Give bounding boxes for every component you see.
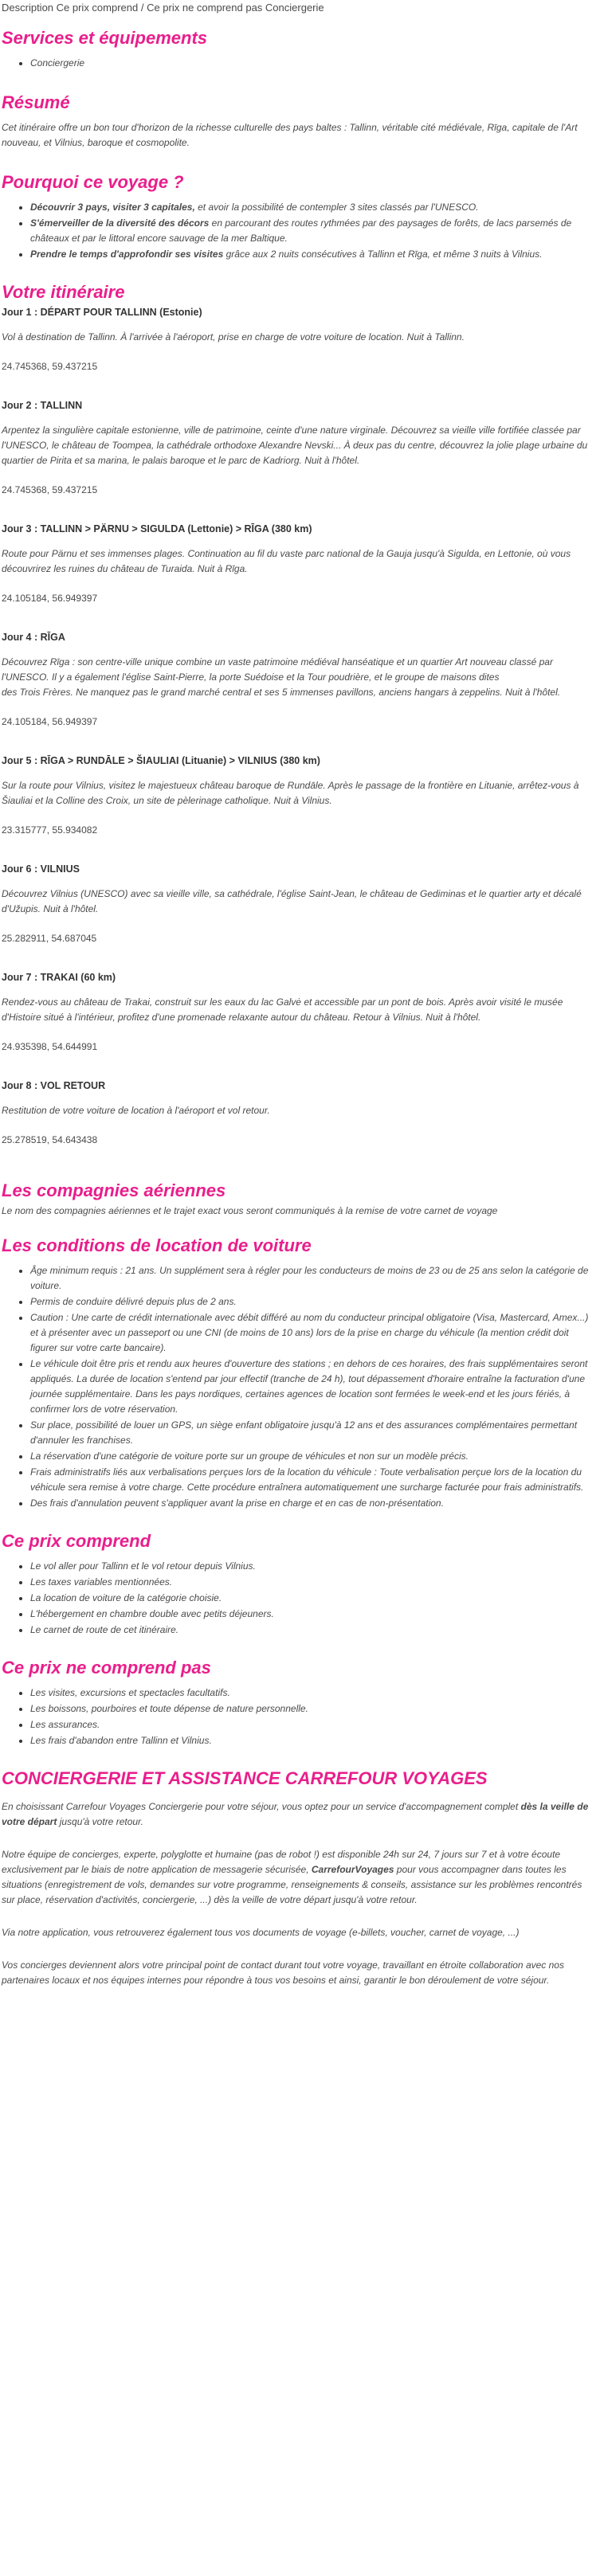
conciergerie-section <box>2 1768 593 1988</box>
day-description: Arpentez la singulière capitale estonienne, ville de patrimoine, ceinte d'une nature virginale. Découvrez sa vieille ville fortifiée classée par l'UNESCO, le château de Toompea, la cathédrale orthodoxe Alexandre Nevski... À deux pas du centre, découvrez la jolie plage urbaine du quartier de Pirita et sa marina, le palais baroque et le parc de Kadriorg. Nuit à l'hôtel. <box>2 425 588 466</box>
ne-comprend-item: • Les frais d'abandon entre Tallinn et Vilnius. <box>30 1733 593 1748</box>
resume-text: Cet itinéraire offre un bon tour d'horizon de la richesse culturelle des pays baltes : Tallinn, véritable cité médiévale, Rīga, capitale de l'Art nouveau, et Vilnius, baroque et cosmopolite. <box>2 122 578 148</box>
day-coordinates: 24.745368, 59.437215 <box>2 361 98 372</box>
day-title: Jour 6 : VILNIUS <box>2 863 80 875</box>
services-title: Services et équipements <box>2 28 208 48</box>
day-title: Jour 8 : VOL RETOUR <box>2 1080 106 1091</box>
pourquoi-title: Pourquoi ce voyage ? <box>2 172 184 192</box>
day-block <box>2 305 593 374</box>
day-title: Jour 1 : DÉPART POUR TALLINN (Estonie) <box>2 307 202 318</box>
location-item: • Sur place, possibilité de louer un GPS, un siège enfant obligatoire jusqu'à 12 ans et des assurances complémentaires permettant d'annuler les franchises. <box>30 1418 593 1448</box>
conciergerie-text: Notre équipe de concierges, experte, polyglotte et humaine (pas de robot !) est disponible 24h sur 24, 7 jours sur 7 et à votre écoute exclusivement par le biais de notre application de messagerie sécurisée, <box>2 1849 561 1875</box>
day-description: Rendez-vous au château de Trakai, construit sur les eaux du lac Galvė et accessible par un pont de bois. Après avoir visité le musée d'Histoire situé à l'intérieur, profitez d'une promenade relaxante autour du château. Retour à Vilnius. Nuit à l'hôtel. <box>2 996 563 1023</box>
location-item: • Des frais d'annulation peuvent s'appliquer avant la prise en charge et en cas de non-présentation. <box>30 1496 593 1511</box>
day-block <box>2 754 593 838</box>
location-item: • Caution : Une carte de crédit internationale avec débit différé au nom du conducteur principal obligatoire (Visa, Mastercard, Amex...) et à présenter avec un passeport ou une CNI (de moins de 10 ans) lors de la prise en charge du véhicule (la mention crédit doit figurer sur votre carte bancaire). <box>30 1310 593 1356</box>
pourquoi-item-text: et avoir la possibilité de contempler 3 sites classés par l'UNESCO. <box>194 202 479 213</box>
day-coordinates: 23.315777, 55.934082 <box>2 824 98 836</box>
pourquoi-item-text: en parcourant des routes rythmées par des paysages de forêts, de lacs parsemés de châteaux et par le littoral encore sauvage de la mer Baltique. <box>30 217 572 244</box>
pourquoi-item-text: grâce aux 2 nuits consécutives à Tallinn et Rīga, et même 3 nuits à Vilnius. <box>223 249 543 260</box>
comprend-item: • Le vol aller pour Tallinn et le vol retour depuis Vilnius. <box>30 1559 593 1574</box>
day-block <box>2 630 593 730</box>
ne-comprend-list <box>2 1685 593 1748</box>
conciergerie-paragraph <box>2 1799 593 1830</box>
day-block <box>2 1079 593 1148</box>
day-description: Restitution de votre voiture de location à l'aéroport et vol retour. <box>2 1105 270 1116</box>
ne-comprend-title: Ce prix ne comprend pas <box>2 1658 211 1678</box>
conciergerie-strong: dès la veille de votre départ <box>2 1801 589 1827</box>
resume-title: Résumé <box>2 92 70 112</box>
comprend-item: • La location de voiture de la catégorie choisie. <box>30 1591 593 1606</box>
conciergerie-paragraph: Vos concierges deviennent alors votre principal point de contact durant tout votre voyage, travaillant en étroite collaboration avec nos partenaires locaux et nos équipes internes pour répondre à tous vos besoins et ainsi, garantir le bon déroulement de votre séjour. <box>2 1959 564 1986</box>
day-block <box>2 862 593 946</box>
location-item: • La réservation d'une catégorie de voiture porte sur un groupe de véhicules et non sur un modèle précis. <box>30 1449 593 1464</box>
compagnies-title: Les compagnies aériennes <box>2 1180 226 1200</box>
day-coordinates: 24.105184, 56.949397 <box>2 593 98 604</box>
conciergerie-title: CONCIERGERIE ET ASSISTANCE CARREFOUR VOYAGES <box>2 1768 488 1788</box>
comprend-item: • L'hébergement en chambre double avec petits déjeuners. <box>30 1607 593 1622</box>
itineraire-title: Votre itinéraire <box>2 282 125 302</box>
day-description: Découvrez Vilnius (UNESCO) avec sa vieille ville, sa cathédrale, l'église Saint-Jean, le château de Gediminas et le quartier arty et décalé d'Užupis. Nuit à l'hôtel. <box>2 888 582 914</box>
location-item: • Âge minimum requis : 21 ans. Un supplément sera à régler pour les conducteurs de moins de 23 ou de 25 ans selon la catégorie de voiture. <box>30 1263 593 1294</box>
day-title: Jour 7 : TRAKAI (60 km) <box>2 972 116 983</box>
comprend-title: Ce prix comprend <box>2 1531 151 1551</box>
day-coordinates: 25.278519, 54.643438 <box>2 1134 98 1145</box>
day-title: Jour 2 : TALLINN <box>2 400 83 411</box>
comprend-item: • Le carnet de route de cet itinéraire. <box>30 1623 593 1638</box>
day-block <box>2 522 593 606</box>
ne-comprend-item: • Les boissons, pourboires et toute dépense de nature personnelle. <box>30 1701 593 1717</box>
services-item: • Conciergerie <box>30 56 593 71</box>
day-description: Sur la route pour Vilnius, visitez le majestueux château baroque de Rundāle. Après le passage de la frontière en Lituanie, arrêtez-vous à Šiauliai et la Colline des Croix, un site de pèlerinage catholique. Nuit à Vilnius. <box>2 780 579 806</box>
comprend-list <box>2 1559 593 1638</box>
conciergerie-paragraph: Via notre application, vous retrouverez également tous vos documents de voyage (e-billets, voucher, carnet de voyage, ...) <box>2 1927 520 1938</box>
day-description: Vol à destination de Tallinn. À l'arrivée à l'aéroport, prise en charge de votre voiture de location. Nuit à Tallinn. <box>2 331 465 343</box>
day-description: Route pour Pärnu et ses immenses plages. Continuation au fil du vaste parc national de la Gauja jusqu'à Sigulda, en Lettonie, où vous découvrirez les ruines du château de Turaida. Nuit à Rīga. <box>2 548 571 574</box>
day-title: Jour 5 : RĪGA > RUNDĀLE > ŠIAULIAI (Lituanie) > VILNIUS (380 km) <box>2 755 320 766</box>
ne-comprend-item: • Les visites, excursions et spectacles facultatifs. <box>30 1685 593 1701</box>
pourquoi-section <box>2 171 593 262</box>
location-section <box>2 1235 593 1511</box>
pourquoi-item-strong: Prendre le temps d'approfondir ses visites <box>30 249 224 260</box>
comprend-item: • Les taxes variables mentionnées. <box>30 1575 593 1590</box>
day-title: Jour 4 : RĪGA <box>2 632 65 643</box>
conciergerie-paragraph <box>2 1847 593 1908</box>
day-coordinates: 24.105184, 56.949397 <box>2 716 98 727</box>
location-list <box>2 1263 593 1511</box>
comprend-section <box>2 1530 593 1638</box>
pourquoi-item-strong: S'émerveiller de la diversité des décors <box>30 217 210 229</box>
services-section <box>2 27 593 71</box>
day-coordinates: 25.282911, 54.687045 <box>2 933 97 944</box>
day-block <box>2 398 593 498</box>
conciergerie-text: jusqu'à votre retour. <box>57 1816 143 1827</box>
location-item: • Le véhicule doit être pris et rendu aux heures d'ouverture des stations ; en dehors de ces horaires, des frais supplémentaires seront appliqués. La durée de location s'entend par jour effectif (tranche de 24 h), tout dépassement d'horaire entraîne la facturation d'une journée supplémentaire. Dans les pays nordiques, certaines agences de location sont fermées le week-end et les jours fériés, à confirmer lors de votre réservation. <box>30 1357 593 1417</box>
day-block <box>2 970 593 1055</box>
location-title: Les conditions de location de voiture <box>2 1235 312 1255</box>
location-item: • Frais administratifs liés aux verbalisations perçues lors de la location du véhicule : Toute verbalisation perçue lors de la location du véhicule sera remise à votre charge. Cette procédure entraînera automatiquement une surcharge facturée pour frais administratifs. <box>30 1465 593 1495</box>
pourquoi-item <box>30 247 593 262</box>
pourquoi-item <box>30 216 593 246</box>
conciergerie-text: pour vous accompagner dans toutes les situations (enregistrement de vols, demandes sur votre programme, renseignements & conseils, assistance sur les problèmes rencontrés sur place, réservation d'activités, conciergerie, ...) dès la veille de votre départ jusqu'à votre retour. <box>2 1864 582 1905</box>
resume-section <box>2 92 593 151</box>
day-title: Jour 3 : TALLINN > PÄRNU > SIGULDA (Lettonie) > RĪGA (380 km) <box>2 523 312 534</box>
conciergerie-text: En choisissant Carrefour Voyages Conciergerie pour votre séjour, vous optez pour un service d'accompagnement complet <box>2 1801 521 1812</box>
compagnies-text: Le nom des compagnies aériennes et le trajet exact vous seront communiqués à la remise de votre carnet de voyage <box>2 1205 498 1216</box>
services-list <box>2 56 593 71</box>
day-coordinates: 24.935398, 54.644991 <box>2 1041 98 1052</box>
day-description: Découvrez Rīga : son centre-ville unique combine un vaste patrimoine médiéval hanséatique et un quartier Art nouveau classé par l'UNESCO. Il y a également l'église Saint-Pierre, la porte Suédoise et la Tour poudrière, et le groupe de maisons dites des Trois Frères. Ne manquez pas le grand marché central et ses 5 immenses pavillons, anciens hangars à zeppelins. Nuit à l'hôtel. <box>2 656 561 698</box>
pourquoi-item <box>30 200 593 215</box>
conciergerie-strong: CarrefourVoyages <box>311 1864 394 1875</box>
pourquoi-list <box>2 200 593 262</box>
location-item: • Permis de conduire délivré depuis plus de 2 ans. <box>30 1294 593 1310</box>
itineraire-section <box>2 281 593 1148</box>
breadcrumb: Description Ce prix comprend / Ce prix ne comprend pas Conciergerie <box>2 2 324 14</box>
day-coordinates: 24.745368, 59.437215 <box>2 484 98 495</box>
ne-comprend-section <box>2 1657 593 1748</box>
pourquoi-item-strong: Découvrir 3 pays, visiter 3 capitales, <box>30 202 195 213</box>
compagnies-section <box>2 1180 593 1219</box>
ne-comprend-item: • Les assurances. <box>30 1717 593 1732</box>
